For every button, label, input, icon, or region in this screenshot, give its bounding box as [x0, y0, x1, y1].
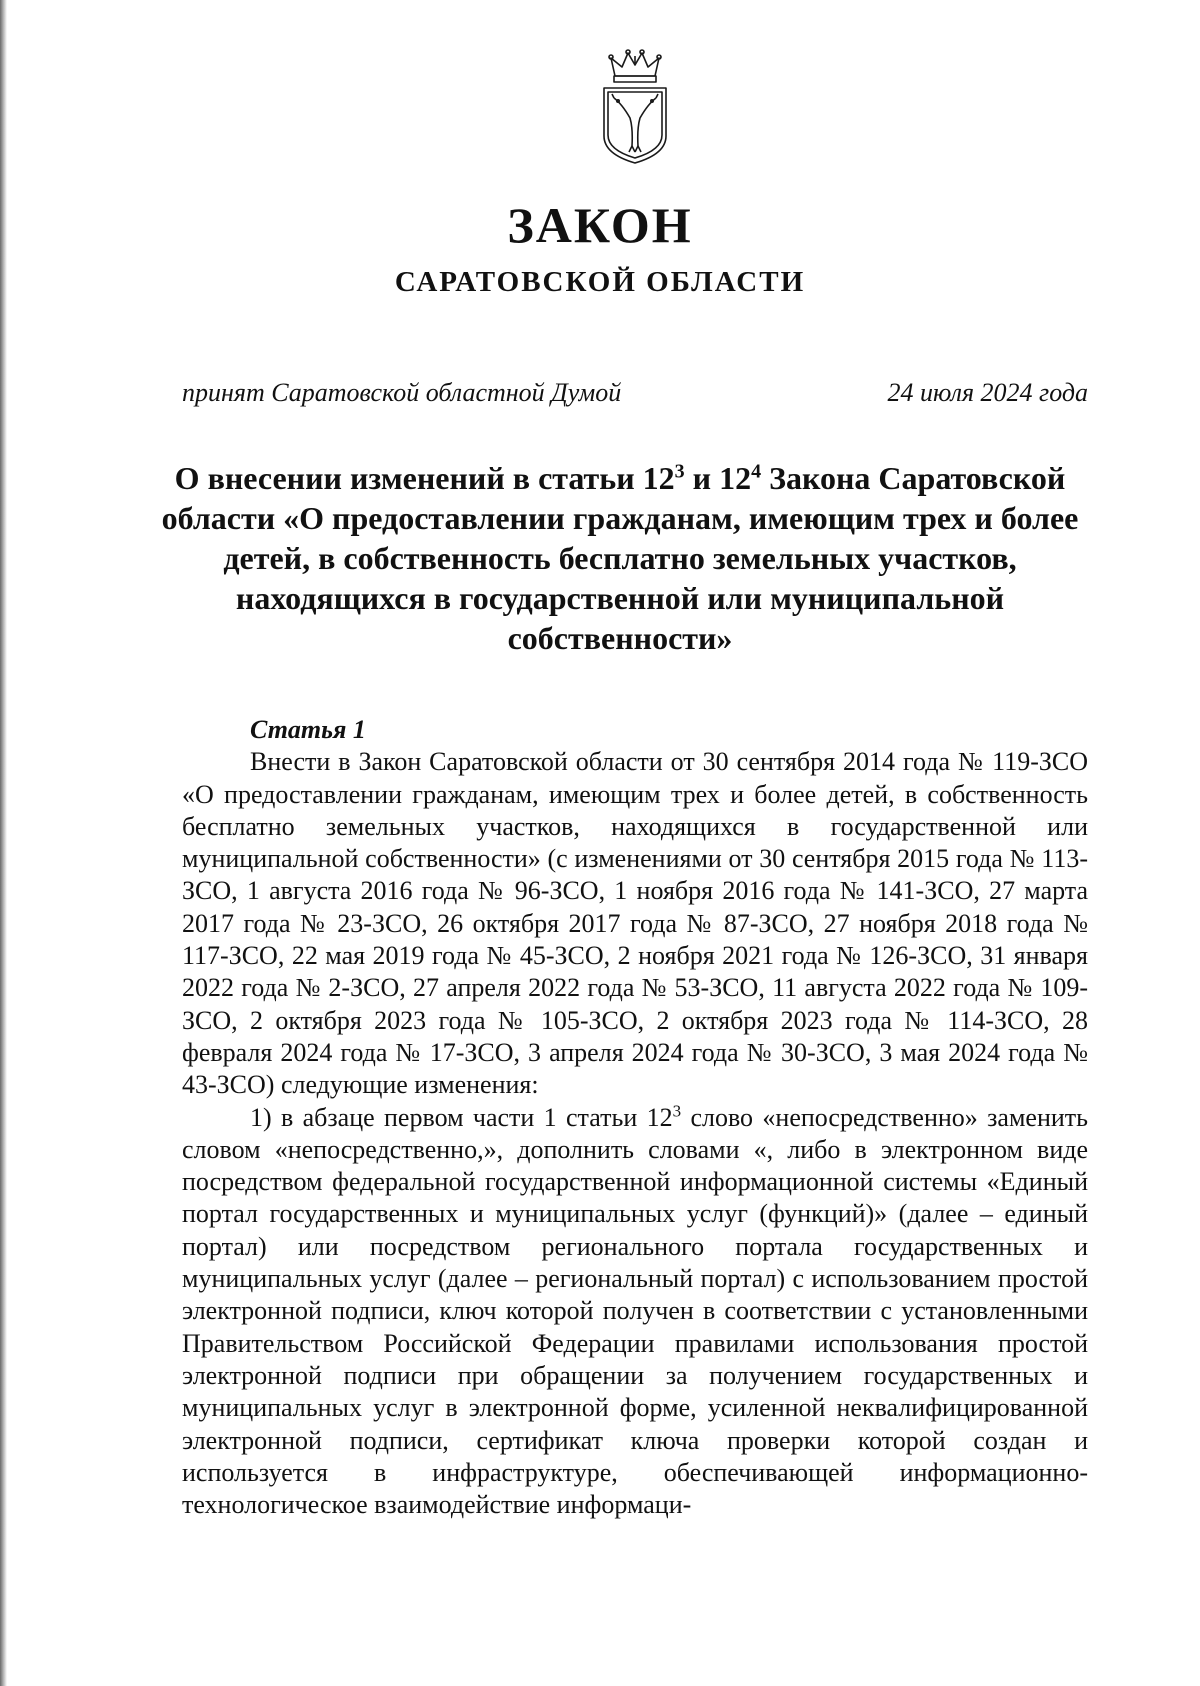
article-title: Статья 1	[250, 715, 366, 744]
article-body	[182, 714, 1088, 1521]
adoption-line	[182, 378, 1088, 408]
law-heading-text: и 12	[684, 460, 752, 496]
superscript: 3	[674, 460, 685, 483]
amendment-text: 1) в абзаце первом части 1 статьи 12	[250, 1102, 673, 1132]
adoption-date: 24 июля 2024 года	[887, 378, 1088, 407]
amendment-text: слово «непосредственно» заменить словом «непосредственно,», дополнить словами «, либо в электронном виде посредством федеральной государственной информационной системы «Единый портал государственных и муниципальных услуг (функций)» (далее – единый портал) или посредством регионального портала государственных и муниципальных услуг (далее – региональный портал) с использованием простой электронной подписи, ключ которой получен в соответствии с установленными Правительством Российской Федерации правилами использования простой электронной подписи при обращении за получением государственных и муниципальных услуг в электронной форме, усиленной неквалифицированной электронной подписи, сертификат ключа проверки которой создан и используется в инфраструктуре, обеспечивающей информационно-технологическое взаимодействие информаци-	[182, 1102, 1088, 1520]
amendment-item	[182, 1102, 1088, 1522]
superscript: 4	[751, 460, 762, 483]
document-title: ЗАКОН	[507, 197, 693, 253]
article-paragraph: Внести в Закон Саратовской области от 30 сентября 2014 года № 119-ЗСО «О предоставлении гражданам, имеющим трех и более детей, в собственность бесплатно земельных участков, находящихся в государственной или муниципальной собственности» (с изменениями от 30 сентября 2015 года № 113-ЗСО, 1 августа 2016 года № 96-ЗСО, 1 ноября 2016 года № 141-ЗСО, 27 марта 2017 года № 23-ЗСО, 26 октября 2017 года № 87-ЗСО, 27 ноября 2018 года № 117-ЗСО, 22 мая 2019 года № 45-ЗСО, 2 ноября 2021 года № 126-ЗСО, 31 января 2022 года № 2-ЗСО, 27 апреля 2022 года № 53-ЗСО, 11 августа 2022 года № 109-ЗСО, 2 октября 2023 года № 105-ЗСО, 2 октября 2023 года № 114-ЗСО, 28 февраля 2024 года № 17-ЗСО, 3 апреля 2024 года № 30-ЗСО, 3 мая 2024 года № 43-ЗСО) следующие изменения:	[182, 747, 1088, 1100]
adopting-body: принят Саратовской областной Думой	[182, 378, 622, 407]
law-heading	[150, 458, 1090, 658]
saratov-coat-of-arms-icon	[598, 48, 672, 166]
law-heading-text: Закона Саратовской области «О предоставлении гражданам, имеющим трех и более детей, в собственность бесплатно земельных участков, находящихся в государственной или муниципальной собственности»	[161, 460, 1079, 656]
document-subtitle: САРАТОВСКОЙ ОБЛАСТИ	[394, 266, 806, 298]
superscript: 3	[672, 1100, 682, 1120]
law-heading-text: О внесении изменений в статьи 12	[174, 460, 675, 496]
